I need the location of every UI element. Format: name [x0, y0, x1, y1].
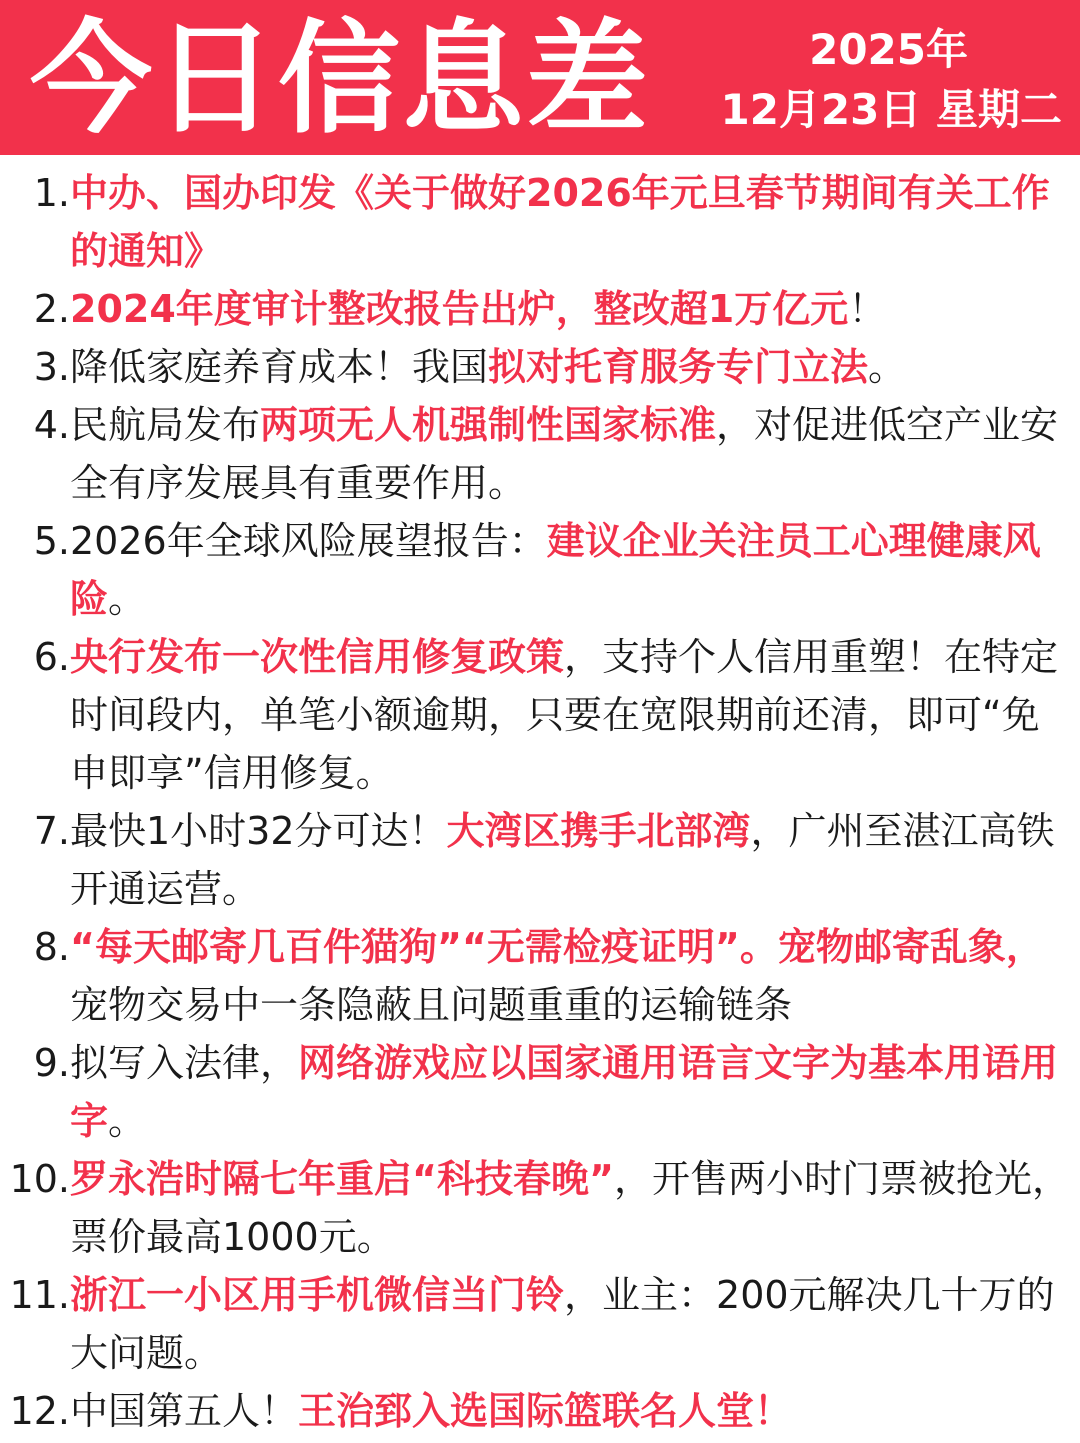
news-highlight-text: 拟对托育服务专门立法: [488, 345, 869, 389]
news-item: [0, 164, 1080, 280]
news-text: ！: [848, 287, 887, 331]
news-item: [0, 512, 1080, 628]
header-banner: [0, 0, 1080, 155]
news-text: 降低家庭养育成本！我国: [70, 345, 489, 389]
news-item-number: 2.: [33, 287, 70, 331]
news-text: 。: [108, 1099, 147, 1143]
news-item-number: 5.: [33, 519, 70, 563]
news-item: [0, 1150, 1080, 1266]
page-title: 今日信息差: [30, 8, 650, 150]
news-item: [0, 280, 1080, 338]
news-item-number: 6.: [33, 635, 70, 679]
news-text: 。: [868, 345, 907, 389]
news-highlight-text: “每天邮寄几百件猫狗”“无需检疫证明”。宠物邮寄乱象，: [70, 925, 1044, 969]
news-text: ，支持个人信用重塑！在特定时间段内，单笔小额逾期，只要在宽限期前还清，即可“免申即享”信用修复。: [70, 635, 1059, 795]
news-highlight-text: 网络游戏应以国家通用语言文字为基本用语用字: [70, 1041, 1059, 1143]
news-item: [0, 802, 1080, 918]
news-item: [0, 396, 1080, 512]
news-list: [0, 164, 1080, 1440]
news-item-number: 11.: [9, 1273, 70, 1317]
news-item: [0, 1034, 1080, 1150]
news-text: 民航局发布: [70, 403, 261, 447]
news-highlight-text: 建议企业关注员工心理健康风险: [70, 519, 1041, 621]
news-highlight-text: 2024年度审计整改报告出炉，整改超1万亿元: [70, 287, 849, 331]
news-text: 拟写入法律，: [70, 1041, 299, 1085]
news-item: [0, 918, 1080, 1034]
news-text: ，广州至湛江高铁开通运营。: [70, 809, 1055, 911]
news-item: [0, 628, 1080, 802]
header-year: 2025年: [809, 25, 968, 74]
news-item: [0, 1266, 1080, 1382]
news-item-number: 4.: [33, 403, 70, 447]
news-item-number: 10.: [9, 1157, 70, 1201]
news-item-number: 7.: [33, 809, 70, 853]
news-highlight-text: 大湾区携手北部湾: [446, 809, 751, 853]
news-item-number: 3.: [33, 345, 70, 389]
news-item-number: 1.: [33, 171, 70, 215]
news-highlight-text: 罗永浩时隔七年重启“科技春晚”: [70, 1157, 614, 1201]
news-item: [0, 338, 1080, 396]
news-highlight-text: 中办、国办印发《关于做好2026年元旦春节期间有关工作的通知》: [70, 171, 1050, 273]
news-item-number: 12.: [9, 1389, 70, 1433]
news-text: 中国第五人！: [70, 1389, 299, 1433]
news-text: 最快1小时32分可达！: [70, 809, 447, 853]
news-text: 。: [108, 577, 147, 621]
news-highlight-text: 两项无人机强制性国家标准: [260, 403, 717, 447]
news-text: 宠物交易中一条隐蔽且问题重重的运输链条: [70, 983, 793, 1027]
news-item: [0, 1382, 1080, 1440]
header-date: 12月23日 星期二: [720, 85, 1062, 134]
news-highlight-text: 王治郅入选国际篮联名人堂！: [298, 1389, 793, 1433]
news-item-number: 8.: [33, 925, 70, 969]
news-text: ，对促进低空产业安全有序发展具有重要作用。: [70, 403, 1059, 505]
news-text: ，业主：200元解决几十万的大问题。: [70, 1273, 1055, 1375]
news-highlight-text: 央行发布一次性信用修复政策: [70, 635, 565, 679]
news-item-number: 9.: [33, 1041, 70, 1085]
news-text: ，开售两小时门票被抢光，票价最高1000元。: [70, 1157, 1070, 1259]
news-highlight-text: 浙江一小区用手机微信当门铃: [70, 1273, 565, 1317]
news-text: 2026年全球风险展望报告：: [70, 519, 547, 563]
